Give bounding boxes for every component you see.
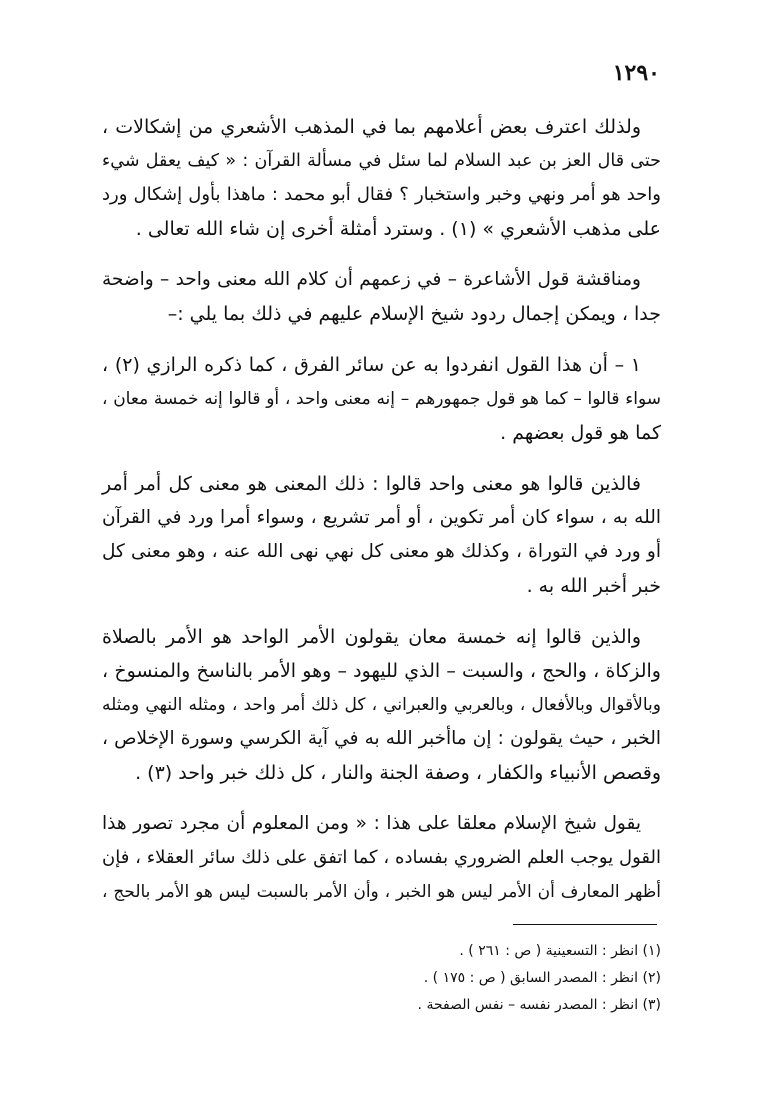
text-line: الله به ، سواء كان أمر تكوين ، أو أمر تشريع ، وسواء أمرا ورد في القرآن <box>102 507 661 528</box>
footnote-1: (١) انظر : التسعينية ( ص : ٢٦١ ) . <box>459 943 661 959</box>
footnote-3: (٣) انظر : المصدر نفسه – نفس الصفحة . <box>417 997 661 1013</box>
text-line: والذين قالوا إنه خمسة معان يقولون الأمر الواحد هو الأمر بالصلاة <box>102 626 641 648</box>
text-line: على مذهب الأشعري » (١) . وسترد أمثلة أخرى إن شاء الله تعالى . <box>135 218 661 240</box>
text-line: ١ – أن هذا القول انفردوا به عن سائر الفرق ، كما ذكره الرازي (٢) ، <box>102 354 641 376</box>
text-line: جدا ، ويمكن إجمال ردود شيخ الإسلام عليهم في ذلك بما يلي :– <box>167 303 661 325</box>
text-line: أو ورد في التوراة ، وكذلك هو معنى كل نهي نهى الله عنه ، وهو معنى كل <box>102 541 661 562</box>
paragraph-5 <box>102 620 661 790</box>
text-line: أظهر المعارف أن الأمر ليس هو الخبر ، وأن الأمر بالسبت ليس هو الأمر بالحج ، <box>102 882 661 902</box>
body-text <box>102 110 661 926</box>
text-line: ولذلك اعترف بعض أعلامهم بما في المذهب الأشعري من إشكالات ، <box>102 116 641 138</box>
page-number: ١٢٩٠ <box>612 60 660 86</box>
text-line: يقول شيخ الإسلام معلقا على هذا : « ومن المعلوم أن مجرد تصور هذا <box>102 813 641 834</box>
footnote-divider <box>513 924 657 925</box>
paragraph-2 <box>102 263 661 331</box>
text-line: الخبر ، حيث يقولون : إن ماأخبر الله به في آية الكرسي وسورة الإخلاص ، <box>102 728 661 749</box>
text-line: والزكاة ، والحج ، والسبت – الذي لليهود – وهو الأمر بالناسخ والمنسوخ ، <box>102 660 661 682</box>
text-line: القول يوجب العلم الضروري بفساده ، كما اتفق على ذلك سائر العقلاء ، فإن <box>102 847 661 868</box>
footnote-2: (٢) انظر : المصدر السابق ( ص : ١٧٥ ) . <box>423 970 661 986</box>
paragraph-6 <box>102 807 661 909</box>
text-line: ومناقشة قول الأشاعرة – في زعمهم أن كلام الله معنى واحد – واضحة <box>102 269 641 290</box>
paragraph-4 <box>102 467 661 603</box>
text-line: حتى قال العز بن عبد السلام لما سئل في مسألة القرآن : « كيف يعقل شيء <box>102 151 661 171</box>
paragraph-3 <box>102 348 661 450</box>
footnotes <box>418 938 661 1019</box>
text-line: سواء قالوا – كما هو قول جمهورهم – إنه معنى واحد ، أو قالوا إنه خمسة معان ، <box>102 389 661 409</box>
paragraph-1 <box>102 110 661 246</box>
text-line: وبالأقوال وبالأفعال ، وبالعربي والعبراني ، كل ذلك أمر واحد ، ومثله النهي ومثله <box>102 695 661 715</box>
text-line: خبر أخبر الله به . <box>526 575 661 597</box>
text-line: فالذين قالوا هو معنى واحد قالوا : ذلك المعنى هو معنى كل أمر أمر <box>102 473 641 495</box>
text-line: واحد هو أمر ونهي وخبر واستخبار ؟ فقال أبو محمد : ماهذا بأول إشكال ورد <box>102 184 661 205</box>
text-line: وقصص الأنبياء والكفار ، وصفة الجنة والنار ، كل ذلك خبر واحد (٣) . <box>135 762 661 784</box>
text-line: كما هو قول بعضهم . <box>500 422 661 444</box>
